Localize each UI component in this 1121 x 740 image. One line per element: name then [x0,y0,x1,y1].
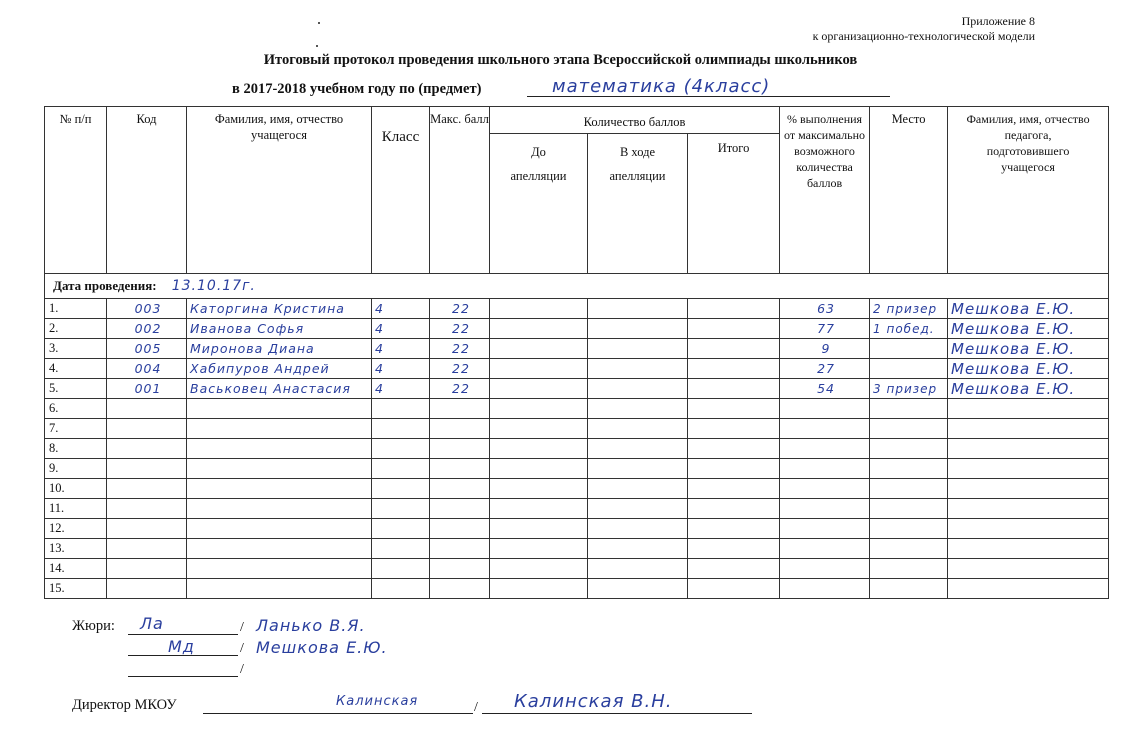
cell-during [588,399,688,419]
cell-before [490,299,588,319]
jury-signature-1: Ла [140,614,164,633]
document-title: Итоговый протокол проведения школьного этапа Всероссийской олимпиады школьников [263,52,858,68]
appendix-line-1: Приложение 8 [961,14,1035,28]
cell-max: 22 [430,299,490,319]
cell-max [430,419,490,439]
cell-total [688,419,780,439]
cell-class [372,559,430,579]
cell-place [870,359,948,379]
cell-code [107,559,187,579]
cell-code [107,539,187,559]
cell-class: 4 [372,359,430,379]
cell-class: 4 [372,299,430,319]
cell-max: 22 [430,379,490,399]
cell-place [870,479,948,499]
cell-during [588,379,688,399]
cell-place: 2 призер [870,299,948,319]
cell-class: 4 [372,319,430,339]
cell-teacher [948,419,1109,439]
cell-place [870,519,948,539]
cell-name [187,539,372,559]
cell-during [588,539,688,559]
cell-max: 22 [430,359,490,379]
cell-before [490,539,588,559]
cell-percent [780,459,870,479]
table-row [45,579,1109,599]
cell-name [187,519,372,539]
cell-percent [780,559,870,579]
table-row [45,419,1109,439]
header-code: Код [107,107,187,274]
header-name: Фамилия, имя, отчество учащегося [187,107,372,274]
cell-percent [780,419,870,439]
separator-slash: / [240,641,244,656]
cell-name [187,479,372,499]
cell-teacher [948,479,1109,499]
cell-before [490,459,588,479]
cell-total [688,319,780,339]
cell-max [430,479,490,499]
table-row [45,379,1109,399]
cell-during [588,439,688,459]
separator-slash: / [240,662,244,677]
cell-percent: 77 [780,319,870,339]
appendix-note [813,14,1035,44]
cell-num: 15. [45,579,107,599]
cell-num: 10. [45,479,107,499]
cell-percent: 27 [780,359,870,379]
cell-name: Васьковец Анастасия [187,379,372,399]
jury-signature-line-3 [128,676,238,677]
cell-before [490,519,588,539]
cell-num: 2. [45,319,107,339]
director-name-line [482,713,752,714]
jury-signature-2: Мд [168,637,195,656]
cell-name [187,439,372,459]
cell-before [490,339,588,359]
table-row [45,479,1109,499]
cell-place [870,459,948,479]
cell-total [688,459,780,479]
table-row [45,399,1109,419]
cell-total [688,579,780,599]
subject-value: математика (4класс) [552,76,771,97]
table-row [45,459,1109,479]
cell-during [588,579,688,599]
cell-max [430,559,490,579]
cell-teacher [948,539,1109,559]
header-place: Место [870,107,948,274]
cell-name [187,499,372,519]
cell-code: 001 [107,379,187,399]
header-percent: % выполнения от максимально возможного количества баллов [780,107,870,274]
cell-during [588,299,688,319]
cell-num: 5. [45,379,107,399]
cell-total [688,299,780,319]
cell-name [187,579,372,599]
cell-during [588,499,688,519]
cell-max [430,459,490,479]
cell-percent: 54 [780,379,870,399]
cell-total [688,499,780,519]
cell-max [430,439,490,459]
cell-name [187,399,372,419]
cell-num: 11. [45,499,107,519]
cell-num: 1. [45,299,107,319]
cell-class [372,479,430,499]
cell-place [870,399,948,419]
header-total: Итого [688,134,780,274]
cell-class [372,439,430,459]
cell-code [107,399,187,419]
cell-percent [780,539,870,559]
cell-before [490,379,588,399]
table-row [45,499,1109,519]
cell-max [430,539,490,559]
cell-num: 13. [45,539,107,559]
cell-before [490,479,588,499]
cell-class [372,459,430,479]
cell-class [372,519,430,539]
cell-before [490,439,588,459]
cell-teacher [948,399,1109,419]
cell-teacher: Мешкова Е.Ю. [948,359,1109,379]
cell-before [490,419,588,439]
cell-class [372,499,430,519]
cell-place [870,579,948,599]
header-num: № п/п [45,107,107,274]
cell-before [490,499,588,519]
cell-place [870,539,948,559]
scan-dot [318,22,320,24]
cell-teacher [948,579,1109,599]
date-value: 13.10.17г. [171,278,256,294]
cell-percent [780,439,870,459]
cell-class [372,539,430,559]
cell-name [187,559,372,579]
cell-before [490,579,588,599]
cell-class [372,579,430,599]
cell-max: 22 [430,339,490,359]
cell-max [430,399,490,419]
cell-class: 4 [372,339,430,359]
cell-teacher [948,459,1109,479]
cell-total [688,559,780,579]
cell-percent: 63 [780,299,870,319]
scan-dot [316,45,318,47]
cell-percent [780,499,870,519]
cell-total [688,379,780,399]
cell-teacher [948,559,1109,579]
cell-name: Каторгина Кристина [187,299,372,319]
cell-teacher: Мешкова Е.Ю. [948,299,1109,319]
date-label: Дата проведения: [53,278,157,293]
cell-num: 7. [45,419,107,439]
cell-code: 005 [107,339,187,359]
cell-place [870,339,948,359]
cell-teacher [948,499,1109,519]
header-max: Макс. балл [430,107,490,274]
cell-total [688,539,780,559]
director-name: Калинская В.Н. [514,691,673,712]
cell-name: Иванова Софья [187,319,372,339]
jury-label: Жюри: [72,618,115,634]
cell-total [688,399,780,419]
date-row [45,274,1109,299]
cell-code: 003 [107,299,187,319]
cell-num: 4. [45,359,107,379]
table-row [45,559,1109,579]
cell-max [430,519,490,539]
cell-during [588,459,688,479]
cell-code [107,459,187,479]
jury-signature-line-1 [128,634,238,635]
jury-member-2: Мешкова Е.Ю. [256,638,388,657]
cell-percent [780,399,870,419]
cell-during [588,359,688,379]
cell-code [107,519,187,539]
cell-name: Хабипуров Андрей [187,359,372,379]
cell-total [688,479,780,499]
appendix-line-2: к организационно-технологической модели [812,29,1035,43]
cell-total [688,339,780,359]
cell-during [588,419,688,439]
cell-before [490,319,588,339]
header-before-appeal: До апелляции [490,134,588,274]
table-row [45,339,1109,359]
cell-percent [780,519,870,539]
director-signature-line [203,713,473,714]
cell-teacher [948,439,1109,459]
cell-name [187,459,372,479]
cell-teacher: Мешкова Е.Ю. [948,379,1109,399]
table-row [45,359,1109,379]
cell-num: 12. [45,519,107,539]
cell-total [688,519,780,539]
cell-during [588,339,688,359]
cell-during [588,559,688,579]
protocol-table [44,106,1109,599]
cell-class: 4 [372,379,430,399]
table-row [45,319,1109,339]
header-during-appeal: В ходе апелляции [588,134,688,274]
cell-place [870,419,948,439]
cell-num: 8. [45,439,107,459]
cell-during [588,479,688,499]
cell-code [107,439,187,459]
cell-place: 3 призер [870,379,948,399]
jury-member-1: Ланько В.Я. [256,616,366,635]
cell-max [430,579,490,599]
cell-name: Миронова Диана [187,339,372,359]
cell-during [588,319,688,339]
cell-num: 9. [45,459,107,479]
cell-total [688,439,780,459]
cell-place [870,439,948,459]
table-row [45,519,1109,539]
cell-class [372,399,430,419]
director-signature: Калинская [336,694,419,709]
table-row [45,299,1109,319]
cell-num: 14. [45,559,107,579]
cell-teacher: Мешкова Е.Ю. [948,319,1109,339]
cell-code: 004 [107,359,187,379]
cell-teacher [948,519,1109,539]
cell-code [107,419,187,439]
cell-place [870,499,948,519]
cell-percent [780,479,870,499]
director-label: Директор МКОУ [72,697,177,713]
header-scores-group: Количество баллов [490,107,780,134]
header-class: Класс [372,107,430,274]
cell-before [490,399,588,419]
cell-percent: 9 [780,339,870,359]
document-subtitle: в 2017-2018 учебном году по (предмет) [232,81,482,97]
separator-slash: / [240,620,244,635]
cell-teacher: Мешкова Е.Ю. [948,339,1109,359]
cell-num: 3. [45,339,107,359]
cell-code [107,499,187,519]
cell-max: 22 [430,319,490,339]
cell-code: 002 [107,319,187,339]
cell-total [688,359,780,379]
table-row [45,439,1109,459]
cell-code [107,579,187,599]
cell-before [490,559,588,579]
cell-place [870,559,948,579]
cell-name [187,419,372,439]
cell-before [490,359,588,379]
cell-max [430,499,490,519]
cell-code [107,479,187,499]
cell-place: 1 побед. [870,319,948,339]
header-teacher: Фамилия, имя, отчество педагога, подготовившего учащегося [948,107,1109,274]
cell-class [372,419,430,439]
cell-during [588,519,688,539]
separator-slash: / [474,700,478,715]
table-row [45,539,1109,559]
cell-num: 6. [45,399,107,419]
cell-percent [780,579,870,599]
